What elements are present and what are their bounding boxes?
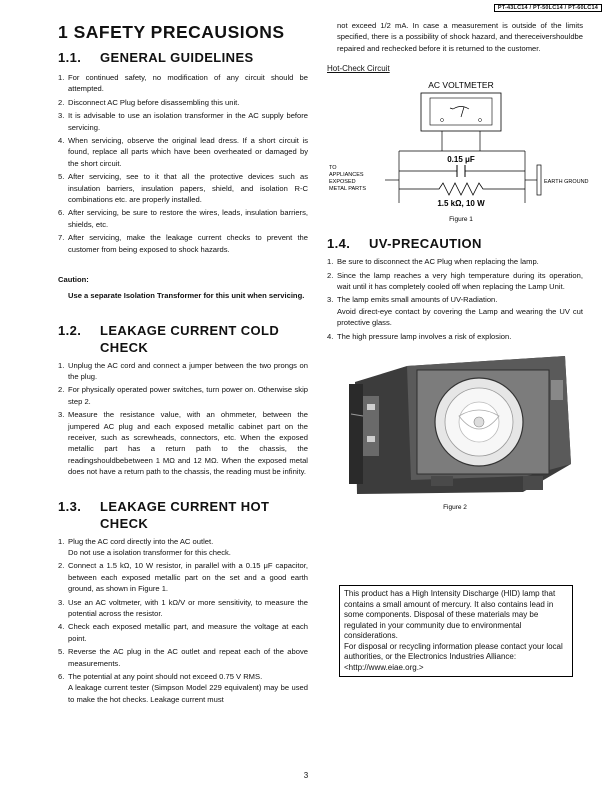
- list-item: 3. It is advisable to use an isolation transformer in the AC supply before servicing.: [58, 111, 308, 132]
- heading-uv-precaution: [327, 235, 583, 252]
- list-item: 4. Check each exposed metallic part, and measure the voltage at each point.: [58, 622, 308, 643]
- voltmeter-icon: [421, 93, 501, 131]
- hot-check-list-cont: [58, 560, 308, 682]
- hot-check-note: Do not use a isolation transformer for this check.: [68, 547, 231, 557]
- heading-hot-check: [58, 498, 308, 532]
- list-item: 7. After servicing, make the leakage current checks to prevent the customer from being exposed to shock hazards.: [58, 233, 308, 254]
- heading-text: UV-PRECAUTION: [369, 236, 482, 252]
- list-item: 2. Disconnect AC Plug before disassembling this unit.: [58, 97, 240, 107]
- heading-number: 1.4.: [327, 236, 351, 252]
- figure2-caption: Figure 2: [443, 504, 467, 512]
- heading-number: 1.1.: [58, 50, 82, 65]
- list-item: 1. Unplug the AC cord and connect a jumper between the two prongs on the plug.: [58, 360, 308, 381]
- list-item: 4. When servicing, observe the original lead dress. If a short circuit is found, replace all parts which have been overheated or damaged by the short circuit.: [58, 136, 308, 168]
- leakage-tester-note: A leakage current tester (Simpson Model 229 equivalent) may be used to make the hot checks. Leakage current must: [68, 683, 308, 704]
- heading-general-guidelines: [58, 49, 308, 66]
- cold-check-list: [58, 360, 308, 478]
- figure1-title: Hot-Check Circuit: [327, 64, 390, 74]
- appliance-label-2: APPLIANCES: [329, 172, 364, 179]
- appliance-label-1: TO: [329, 165, 337, 172]
- list-item: 3. The lamp emits small amounts of UV-Radiation.: [327, 295, 498, 305]
- uv-note: Avoid direct-eye contact by covering the Lamp and wearing the UV cut protective glass.: [337, 306, 583, 328]
- section-title: 1 SAFETY PRECAUSIONS: [58, 22, 285, 42]
- notice-text: This product has a High Intensity Discharge (HID) lamp that contains a small amount of mercury. It also contains lead in some components. Disposal of these materials may be regulated in your community due to environmental considerations.: [344, 589, 556, 640]
- list-item: 2. Since the lamp reaches a very high temperature during its operation, wait until it has completely cooled off when replacing the Lamp Unit.: [327, 270, 583, 292]
- capacitor-label: 0.15 μF: [447, 155, 475, 165]
- list-item: 1. Be sure to disconnect the AC Plug when replacing the lamp.: [327, 257, 539, 267]
- resistor-label: 1.5 kΩ, 10 W: [437, 199, 485, 209]
- list-item: 1. For continued safety, no modification of any circuit should be attempted.: [58, 73, 308, 94]
- heading-cold-check: [58, 322, 308, 356]
- heading-number: 1.3.: [58, 498, 82, 514]
- notice-contact: For disposal or recycling information please contact your local authorities, or the Electronics Industries Alliance: <http://www.eiae.org.>: [344, 641, 563, 672]
- hot-check-list: [58, 536, 308, 547]
- heading-number: 1.2.: [58, 322, 82, 338]
- list-item: 5. After servicing, see to it that all the protective devices such as insulation barriers, insulation papers, shield, and isolation R-C combinations etc. are properly installed.: [58, 172, 308, 205]
- heading-text: GENERAL GUIDELINES: [100, 50, 254, 65]
- uv-precaution-list-cont: [327, 331, 583, 342]
- list-item: 3. Use an AC voltmeter, with 1 kΩ/V or more sensitivity, to measure the potential across the resistor.: [58, 597, 308, 618]
- earth-ground-label: EARTH GROUND: [544, 179, 589, 186]
- list-item: 2. Connect a 1.5 kΩ, 10 W resistor, in parallel with a 0.15 μF capacitor, between each exposed metallic part on the set and a good earth ground, as shown in Figure 1.: [58, 561, 308, 594]
- figure1-caption: Figure 1: [449, 216, 473, 224]
- list-item: 1. Plug the AC cord directly into the AC outlet.: [58, 536, 214, 546]
- list-item: 3. Measure the resistance value, with an ohmmeter, between the jumpered AC plug and each exposed metallic cabinet part on the receiver, such as screwheads, connectors, etc. When the exposed metallic part has a return path to the chassis, the readingshouldbebetween 1 MΩ and 12 MΩ. When the exposed metal does not have a return path to the chassis, the reading must be infinity.: [58, 410, 308, 477]
- hot-check-circuit-diagram: [327, 75, 589, 224]
- list-item: 4. The high pressure lamp involves a risk of explosion.: [327, 331, 512, 341]
- leakage-continuation: not exceed 1/2 mA. In case a measurement is outside of the limits specified, there is a possibility of shock hazard, and thereceivershouldbe repaired and rechecked before it is returned to the customer.: [337, 21, 583, 53]
- page-number: 3: [303, 771, 309, 780]
- resistor-icon: [399, 183, 525, 195]
- voltmeter-label: AC VOLTMETER: [428, 80, 494, 91]
- earth-ground-icon: [537, 165, 541, 195]
- list-item: 6. After servicing, be sure to restore the wires, leads, insulation barriers, shields, etc.: [58, 208, 308, 229]
- heading-text: LEAKAGE CURRENT COLD CHECK: [100, 322, 280, 355]
- appliance-label-4: METAL PARTS: [329, 186, 367, 193]
- right-column: [327, 20, 589, 512]
- model-number-tag: PT-43LC14 / PT-50LC14 / PT-60LC14: [494, 4, 602, 12]
- list-item: 6. The potential at any point should not exceed 0.75 V RMS.: [58, 672, 263, 682]
- caution-label: Caution:: [58, 275, 89, 285]
- left-column: [58, 20, 308, 707]
- list-item: 2. For physically operated power switches, turn power on. Otherwise skip step 2.: [58, 385, 308, 406]
- list-item: 5. Reverse the AC plug in the AC outlet and repeat each of the above measurements.: [58, 647, 308, 668]
- uv-precaution-list: [327, 256, 583, 306]
- appliance-label-3: EXPOSED: [329, 179, 356, 186]
- lamp-unit-photo: [327, 344, 583, 512]
- hid-lamp-notice: [339, 585, 573, 677]
- heading-text: LEAKAGE CURRENT HOT CHECK: [100, 498, 270, 531]
- general-guidelines-list: [58, 72, 308, 255]
- caution-text: Use a separate Isolation Transformer for this unit when servicing.: [68, 291, 305, 301]
